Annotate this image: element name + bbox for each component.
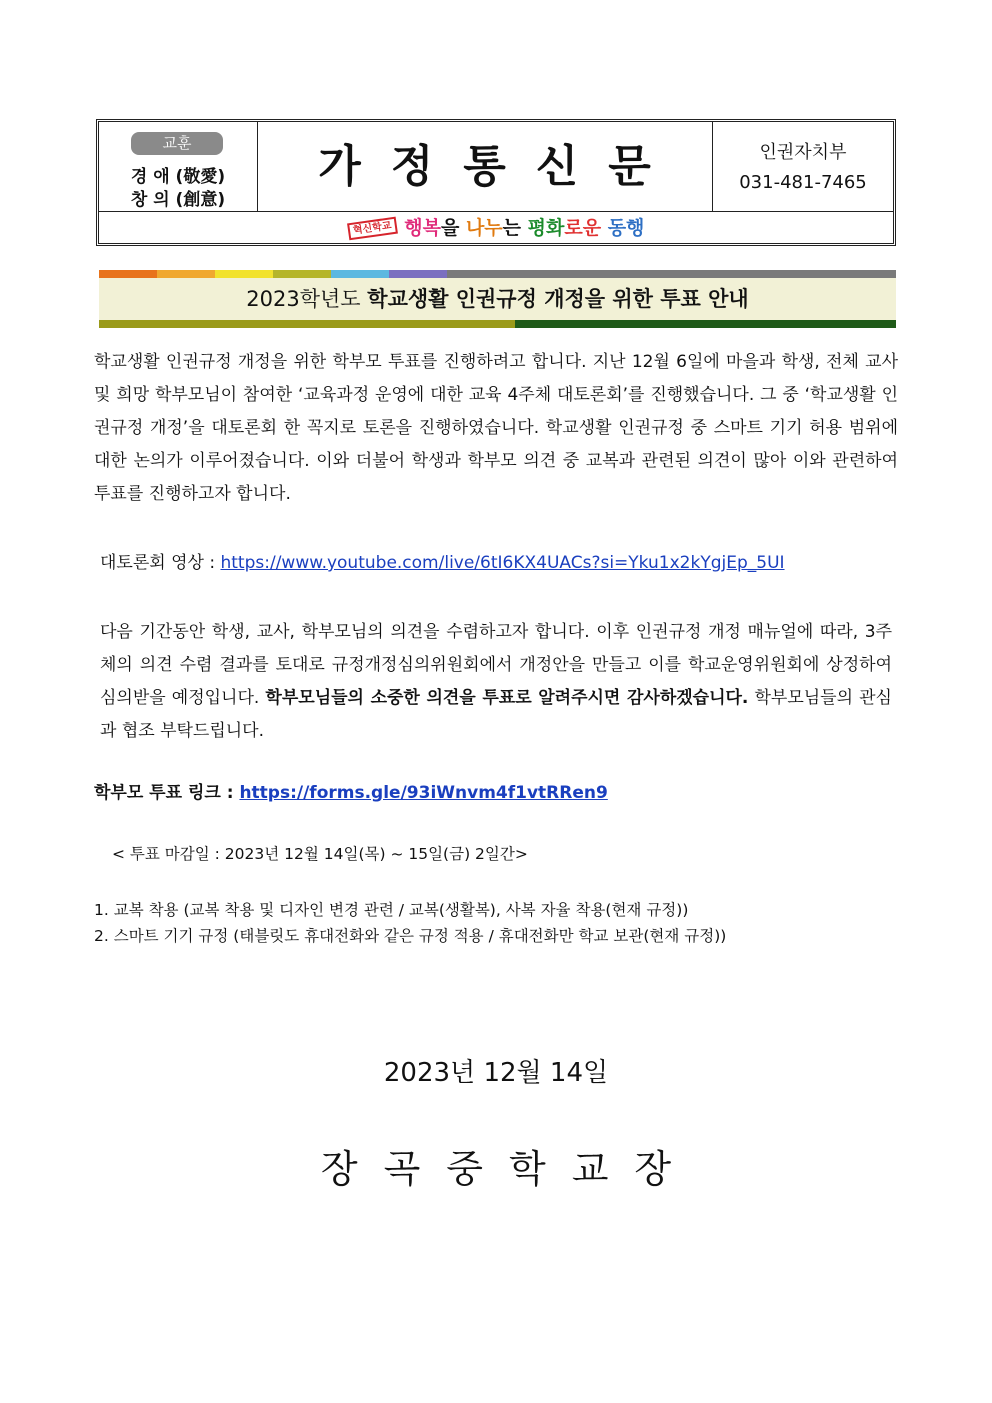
slogan-word-7: 동행 [607,217,645,239]
innovation-school-stamp-icon: 혁신학교 [347,217,398,241]
video-line [100,547,904,580]
request-tail-text: 학부모님들의 관심과 협조 부탁드립니다. [100,688,892,741]
school-motto [99,122,258,211]
title-top-color-bar [99,270,896,278]
intro-paragraph: 학교생활 인권규정 개정을 위한 학부모 투표를 진행하려고 합니다. 지난 12월 6일에 마을과 학생, 전체 교사 및 희망 학부모님이 참여한 ‘교육과정 운영에 대한 교육 4주체 대토론회’를 진행했습니다. 그 중 ‘학교생활 인권규정 개정’을 대토론회 한 꼭지로 토론을 진행하였습니다. 학교생활 인권규정 중 스마트 기기 허용 범위에 대한 논의가 이루어졌습니다. 이와 더불어 학생과 학부모 의견 중 교복과 관련된 의견이 많아 이와 관련하여 투표를 진행하고자 합니다. [94,352,898,504]
request-text: 다음 기간동안 학생, 교사, 학부모님의 의견을 수렴하고자 합니다. 이후 인권규정 개정 매뉴얼에 따라, 3주체의 의견 수렴 결과를 토대로 규정개정심의위원회에서 개정안을 만들고 이를 학교운영위원회에 상정하여 심의받을 예정입니다. [100,622,892,708]
slogan-word-3: 나누 [465,217,503,239]
motto-line-1: 경 애 (敬愛) [130,167,226,187]
title-bottom-color-bar [99,320,896,328]
notice-title-main: 학교생활 인권규정 개정을 위한 투표 안내 [367,287,749,311]
vote-item-1: 1. 교복 착용 (교복 착용 및 디자인 변경 관련 / 교복(생활복), 사복 자율 착용(현재 규정)) [94,901,689,919]
video-link[interactable]: https://www.youtube.com/live/6tI6KX4UACs?si=Yku1x2kYgjEp_5UI [220,553,785,573]
deadline: < 투표 마감일 : 2023년 12월 14일(목) ~ 15일(금) 2일간> [112,845,528,863]
vote-item-2: 2. 스마트 기기 규정 (태블릿도 휴대전화와 같은 규정 적용 / 휴대전화만 학교 보관(현재 규정)) [94,927,727,945]
department-name: 인권자치부 [759,142,847,163]
notice-title-prefix: 2023학년도 [246,287,368,311]
video-label: 대토론회 영상 : [100,553,221,573]
issue-date: 2023년 12월 14일 [383,1058,609,1088]
department-phone: 031-481-7465 [739,172,867,193]
request-bold-text: 학부모님들의 소중한 의견을 투표로 알려주시면 감사하겠습니다. [265,688,749,708]
slogan-word-4: 는 [502,217,528,239]
vote-link[interactable]: https://forms.gle/93iWnvm4f1vtRRen9 [239,783,608,803]
slogan-word-2: 을 [440,217,466,239]
letterhead-top-row [99,122,893,212]
vote-line [94,777,898,810]
notice-title [99,278,896,320]
letterhead [96,119,896,246]
department-info [713,122,893,211]
slogan [99,211,893,243]
signer: 장곡중학교장 [320,1147,698,1191]
slogan-word-1: 행복 [404,217,441,239]
vote-items [94,897,898,949]
request-paragraph [100,616,892,748]
newsletter-title: 가정통신문 [257,122,713,211]
motto-line-2: 창 의 (創意) [130,190,226,210]
slogan-word-6: 로운 [564,217,608,239]
motto-tag: 교훈 [131,132,223,155]
slogan-word-5: 평화 [527,217,565,239]
vote-label: 학부모 투표 링크 : [94,783,240,803]
